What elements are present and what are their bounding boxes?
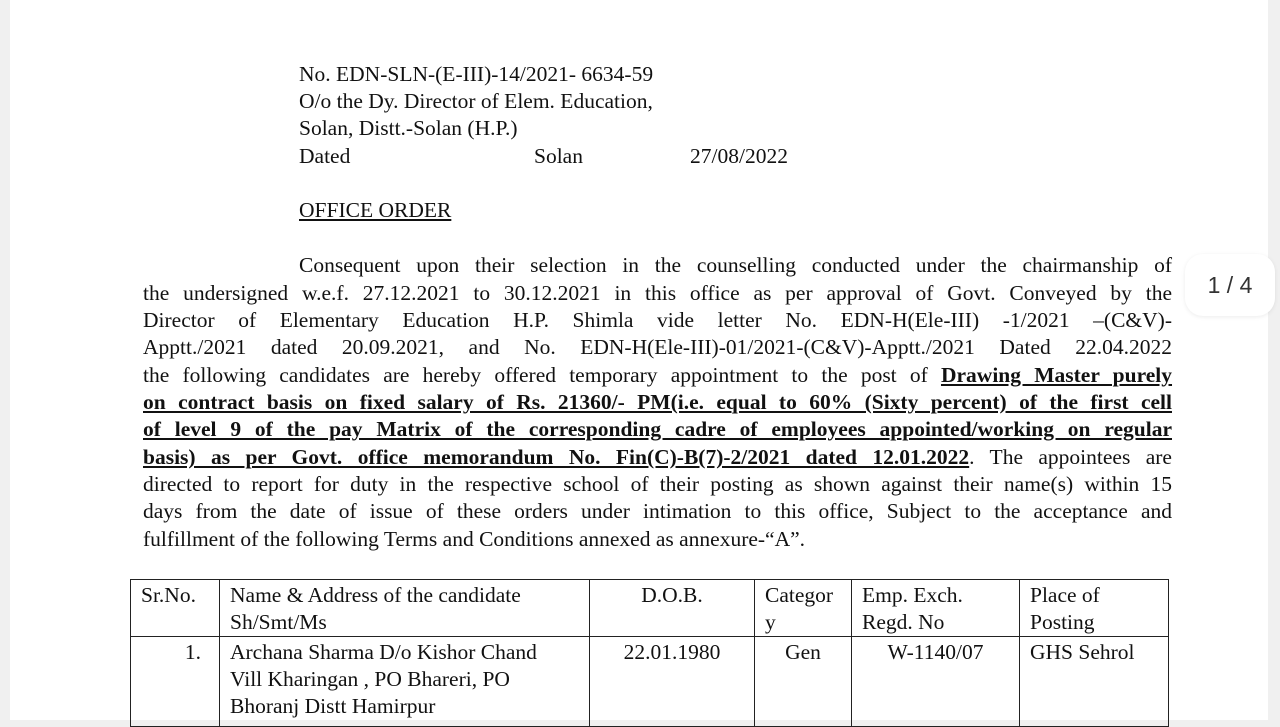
header-category: Categor y	[755, 580, 852, 637]
header-emp-exch: Emp. Exch. Regd. No	[852, 580, 1020, 637]
header-dob: D.O.B.	[590, 580, 755, 637]
row-name-address: Archana Sharma D/o Kishor Chand Vill Kharingan , PO Bhareri, PO Bhoranj Distt Hamirpur	[220, 637, 590, 727]
table-row	[131, 637, 1169, 727]
dated-date: 27/08/2022	[690, 144, 788, 168]
office-place: Solan, Distt.-Solan (H.P.)	[299, 116, 518, 140]
post-name: Drawing Master purely	[940, 363, 1173, 387]
table-header-row	[131, 580, 1169, 637]
header-sr: Sr.No.	[131, 580, 220, 637]
row-sr: 1.	[131, 637, 220, 727]
header-name: Name & Address of the candidate Sh/Smt/Ms	[220, 580, 590, 637]
row-dob: 22.01.1980	[590, 637, 755, 727]
row-emp-exch: W-1140/07	[852, 637, 1020, 727]
body-line-7: of level 9 of the pay Matrix of the corresponding cadre of employees appointed/working on regular	[143, 417, 1172, 441]
body-line-8-text: . The appointees are	[969, 445, 1172, 469]
body-line-1: Consequent upon their selection in the counselling conducted under the chairmanship of	[299, 253, 1172, 277]
body-line-9: directed to report for duty in the respective school of their posting as shown against their name(s) within 15	[143, 472, 1172, 496]
body-line-5-text: the following candidates are hereby offered temporary appointment to the post of	[143, 363, 928, 387]
header-place: Place of Posting	[1020, 580, 1169, 637]
body-line-4: Apptt./2021 dated 20.09.2021, and No. EDN-H(Ele-III)-01/2021-(C&V)-Apptt./2021 Dated 22.04.2022	[143, 335, 1172, 359]
office-name: O/o the Dy. Director of Elem. Education,	[299, 89, 653, 113]
body-line-3: Director of Elementary Education H.P. Shimla vide letter No. EDN-H(Ele-III) -1/2021 –(C&V)-	[143, 308, 1172, 332]
page-indicator: 1 / 4	[1185, 254, 1275, 316]
order-title: OFFICE ORDER	[299, 198, 452, 222]
body-line-6: on contract basis on fixed salary of Rs. 21360/- PM(i.e. equal to 60% (Sixty percent) of the first cell	[143, 390, 1172, 414]
candidate-table	[130, 579, 1169, 727]
body-line-10: days from the date of issue of these orders under intimation to this office, Subject to the acceptance and	[143, 499, 1172, 523]
dated-place: Solan	[534, 144, 583, 168]
body-line-11: fulfillment of the following Terms and Conditions annexed as annexure-“A”.	[143, 527, 806, 551]
row-category: Gen	[755, 637, 852, 727]
body-line-2: the undersigned w.e.f. 27.12.2021 to 30.12.2021 in this office as per approval of Govt. Conveyed by the	[143, 281, 1172, 305]
body-line-5	[143, 362, 1172, 389]
row-place: GHS Sehrol	[1020, 637, 1169, 727]
body-line-8	[143, 444, 1172, 471]
dated-label: Dated	[299, 144, 351, 168]
letter-number: No. EDN-SLN-(E-III)-14/2021- 6634-59	[299, 62, 654, 86]
memorandum-ref: basis) as per Govt. office memorandum No. Fin(C)-B(7)-2/2021 dated 12.01.2022	[143, 445, 970, 469]
